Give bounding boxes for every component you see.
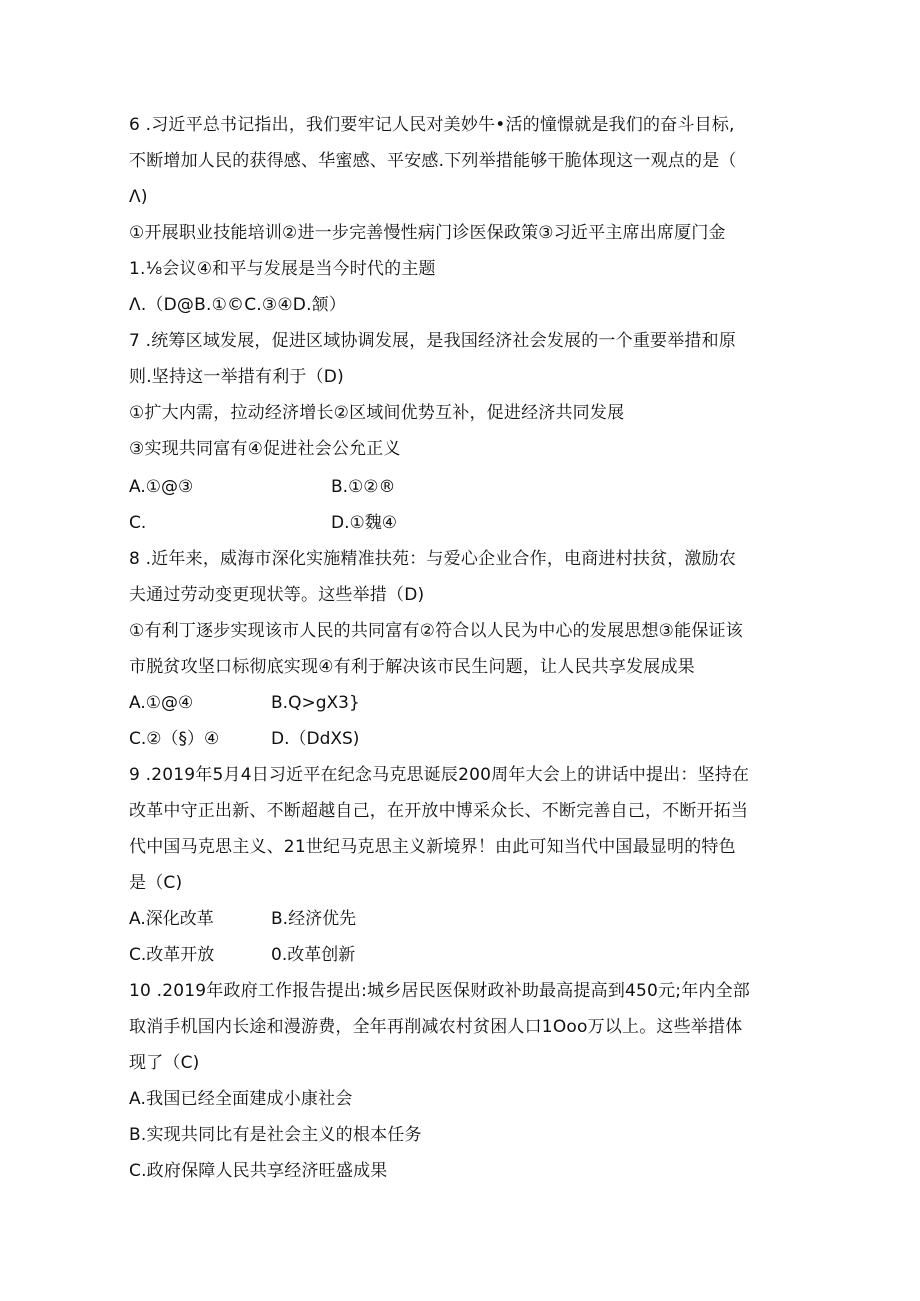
q6-line-4: ①开展职业技能培训②进一步完善慢性病门诊医保政策③习近平主席出席厦门金: [129, 223, 726, 243]
q8-line-1: 8 .近年来，威海市深化实施精准扶苑：与爱心企业合作，电商进村扶贫，激励农: [129, 549, 737, 569]
q8-option-b: B.Q>gX3}: [271, 693, 360, 713]
q9-option-b: B.经济优先: [271, 909, 357, 929]
q7-line-4: ③实现共同富有④促进社会公允正义: [129, 439, 401, 459]
q6-line-2: 不断增加人民的获得感、华蜜感、平安感.下列举措能够干脆体现这一观点的是（: [129, 151, 737, 171]
q9-option-a: A.深化改革: [129, 909, 214, 929]
q7-line-3: ①扩大内需，拉动经济增长②区域间优势互补，促进经济共同发展: [129, 403, 625, 423]
q10-line-1: 10 .2019年政府工作报告提出:城乡居民医保财政补助最高提高到450元;年内全部: [129, 981, 751, 1001]
q6-line-5: 1.⅛会议④和平与发展是当今时代的主题: [129, 259, 436, 279]
q7-line-1: 7 .统筹区域发展，促进区域协调发展，是我国经济社会发展的一个重要举措和原: [129, 331, 737, 351]
q8-line-4: 市脱贫攻坚口标彻底实现④有利于解决该市民生问题，让人民共享发展成果: [129, 657, 695, 677]
q7-option-b: B.①②®: [331, 477, 396, 497]
q10-option-b: B.实现共同比有是社会主义的根本任务: [129, 1125, 422, 1145]
q9-line-2: 改革中守正出新、不断超越自己，在开放中博采众长、不断完善自己，不断开拓当: [129, 801, 749, 821]
q7-option-c: C.: [129, 513, 147, 533]
q8-option-c: C.②（§）④: [129, 729, 220, 749]
q7-line-2: 则.坚持这一举措有利于（D): [129, 367, 344, 387]
q9-option-d: 0.改革创新: [271, 945, 356, 965]
q9-option-c: C.改革开放: [129, 945, 215, 965]
q7-option-a: A.①@③: [129, 477, 194, 497]
q10-option-c: C.政府保障人民共享经济旺盛成果: [129, 1161, 388, 1181]
q10-line-2: 取消手机国内长途和漫游费，全年再削减农村贫困人口1Ooo万以上。这些举措体: [129, 1017, 743, 1037]
q9-line-1: 9 .2019年5月4日习近平在纪念马克思诞辰200周年大会上的讲话中提出：坚持在: [129, 765, 750, 785]
q6-line-3: Λ): [129, 187, 148, 207]
q8-line-3: ①有利丁逐步实现该市人民的共同富有②符合以人民为中心的发展思想③能保证该: [129, 621, 743, 641]
q6-options: Λ.（D@B.①©C.③④D.颔）: [129, 295, 347, 315]
q7-option-d: D.①魏④: [331, 513, 397, 533]
q9-line-3: 代中国马克思主义、21世纪马克思主义新境界！由此可知当代中国最显明的特色: [129, 837, 736, 857]
q10-line-3: 现了（C): [129, 1053, 200, 1073]
q6-line-1: 6 .习近平总书记指出，我们要牢记人民对美妙牛•活的憧憬就是我们的奋斗目标,: [129, 115, 735, 135]
q8-option-d: D.（DdXS): [271, 729, 360, 749]
q8-option-a: A.①@④: [129, 693, 194, 713]
q9-line-4: 是（C): [129, 873, 183, 893]
q8-line-2: 夫通过劳动变更现状等。这些举措（D): [129, 585, 425, 605]
q10-option-a: A.我国已经全面建成小康社会: [129, 1089, 353, 1109]
